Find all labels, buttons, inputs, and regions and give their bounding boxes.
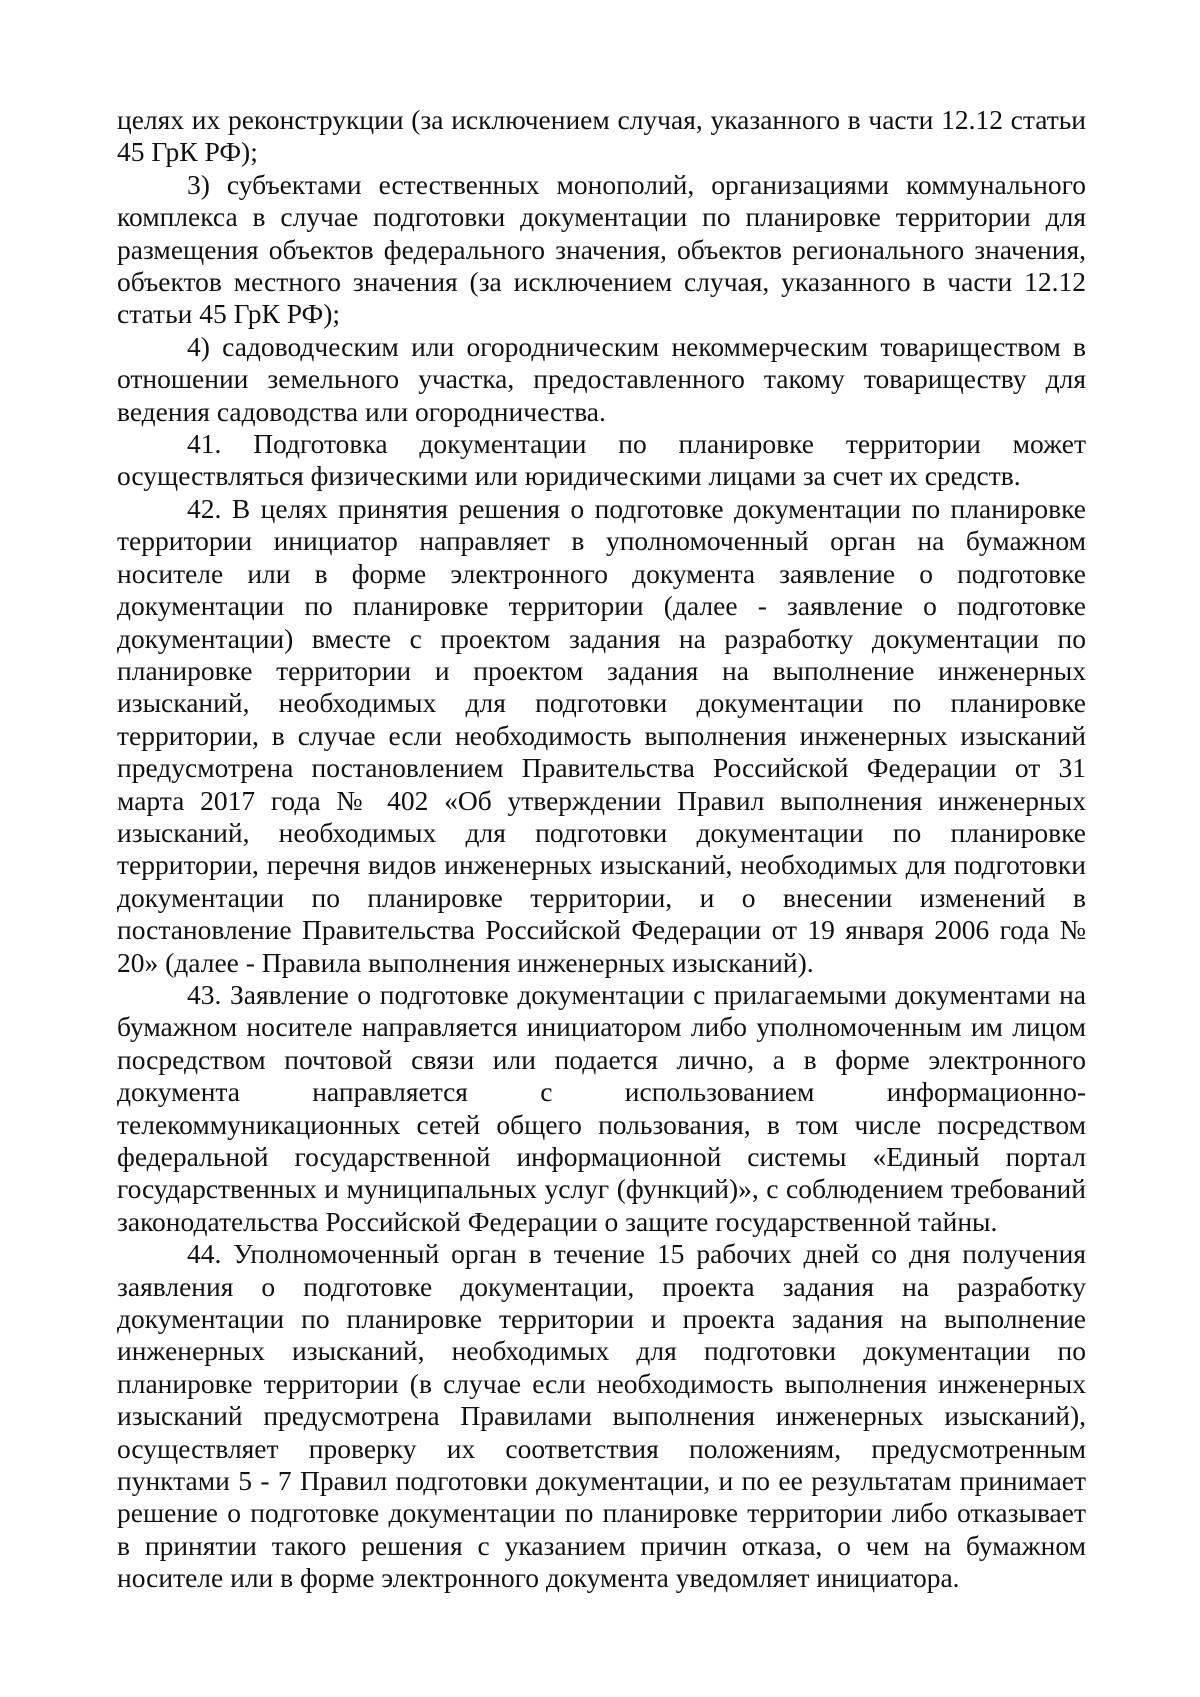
paragraph-43: 43. Заявление о подготовке документации с прилагаемыми документами на бумажном носителе направляется инициатором либо уполномоченным им лицом посредством почтовой связи или подается лично, а в форме электронного документа направляется с использованием информационно-телекоммуникационных сетей общего пользования, в том числе посредством федеральной государственной информационной системы «Единый портал государственных и муниципальных услуг (функций)», с соблюдением требований законодательства Российской Федерации о защите государственной тайны. [117, 978, 1086, 1237]
document-page [117, 104, 1086, 1595]
paragraph-item-4: 4) садоводческим или огородническим некоммерческим товариществом в отношении земельного участка, предоставленного такому товариществу для ведения садоводства или огородничества. [117, 330, 1086, 427]
paragraph-44: 44. Уполномоченный орган в течение 15 рабочих дней со дня получения заявления о подготовке документации, проекта задания на разработку документации по планировке территории и проекта задания на выполнение инженерных изысканий, необходимых для подготовки документации по планировке территории (в случае если необходимость выполнения инженерных изысканий предусмотрена Правилами выполнения инженерных изысканий), осуществляет проверку их соответствия положениям, предусмотренным пунктами 5 - 7 Правил подготовки документации, и по ее результатам принимает решение о подготовке документации по планировке территории либо отказывает в принятии такого решения с указанием причин отказа, о чем на бумажном носителе или в форме электронного документа уведомляет инициатора. [117, 1238, 1086, 1594]
paragraph-42: 42. В целях принятия решения о подготовке документации по планировке территории инициатор направляет в уполномоченный орган на бумажном носителе или в форме электронного документа заявление о подготовке документации по планировке территории (далее - заявление о подготовке документации) вместе с проектом задания на разработку документации по планировке территории и проектом задания на выполнение инженерных изысканий, необходимых для подготовки документации по планировке территории, в случае если необходимость выполнения инженерных изысканий предусмотрена постановлением Правительства Российской Федерации от 31 марта 2017 года № 402 «Об утверждении Правил выполнения инженерных изысканий, необходимых для подготовки документации по планировке территории, перечня видов инженерных изысканий, необходимых для подготовки документации по планировке территории, и о внесении изменений в постановление Правительства Российской Федерации от 19 января 2006 года № 20» (далее - Правила выполнения инженерных изысканий). [117, 492, 1086, 978]
paragraph-continuation: целях их реконструкции (за исключением случая, указанного в части 12.12 статьи 45 ГрК РФ); [117, 104, 1086, 168]
paragraph-item-3: 3) субъектами естественных монополий, организациями коммунального комплекса в случае подготовки документации по планировке территории для размещения объектов федерального значения, объектов регионального значения, объектов местного значения (за исключением случая, указанного в части 12.12 статьи 45 ГрК РФ); [117, 168, 1086, 330]
paragraph-41: 41. Подготовка документации по планировке территории может осуществляться физическими или юридическими лицами за счет их средств. [117, 428, 1086, 492]
